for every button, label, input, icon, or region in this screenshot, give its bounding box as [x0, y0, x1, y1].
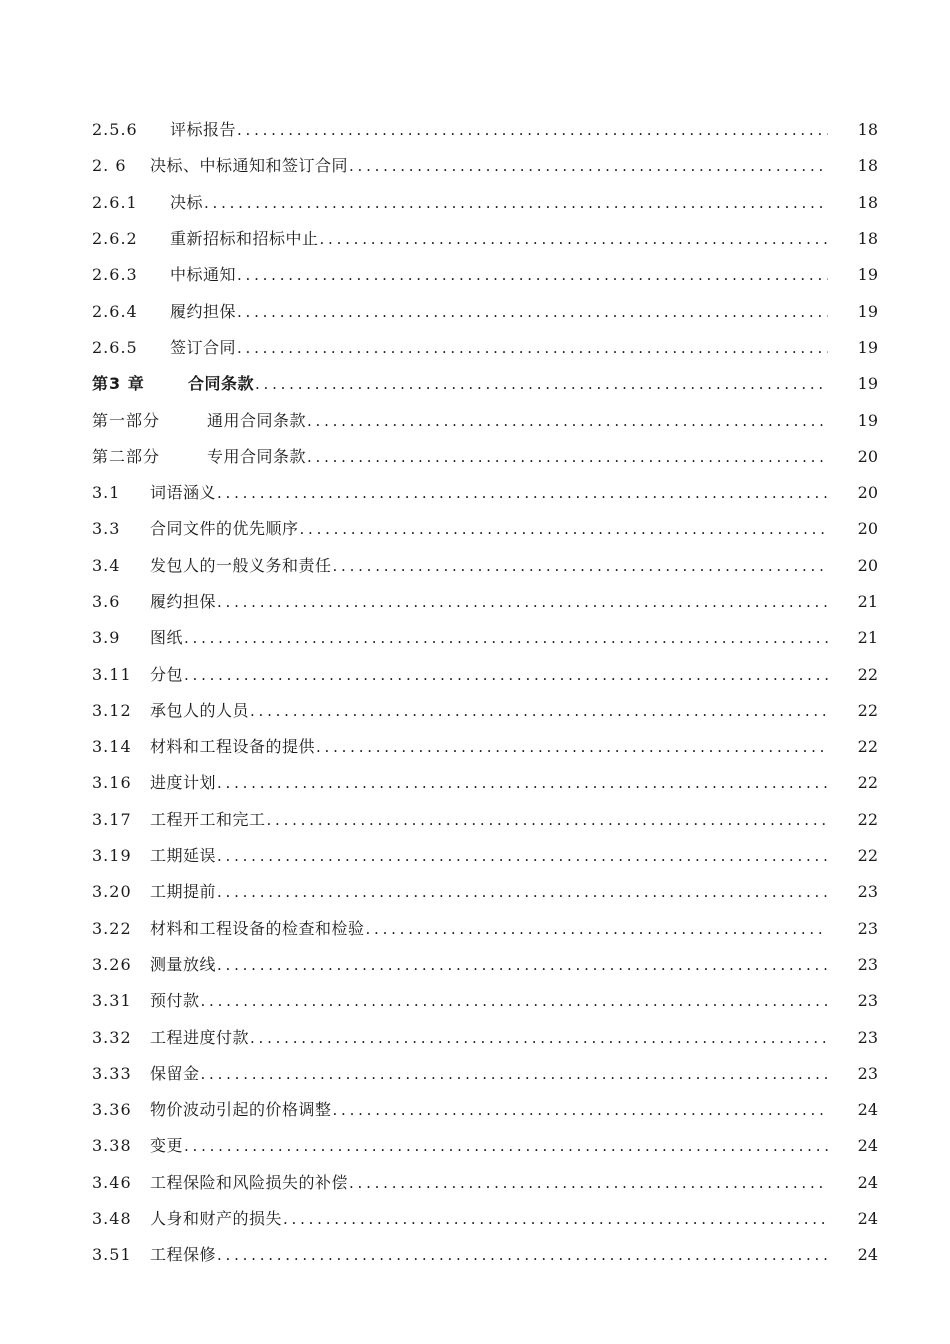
toc-page-number: 18 — [857, 120, 878, 140]
toc-entry-number: 3.11 — [92, 664, 132, 684]
toc-page-number: 22 — [857, 773, 878, 793]
toc-entry-number: 3.26 — [92, 954, 132, 974]
toc-entry[interactable] — [92, 148, 878, 184]
toc-entry[interactable] — [92, 257, 878, 293]
toc-entry[interactable] — [92, 874, 878, 910]
toc-entry-title: 工期提前 — [150, 882, 217, 902]
toc-entry[interactable] — [92, 620, 878, 656]
toc-entry[interactable] — [92, 548, 878, 584]
toc-entry[interactable] — [92, 584, 878, 620]
toc-entry-title: 预付款 — [150, 991, 200, 1011]
toc-dot-leader — [204, 193, 828, 213]
toc-entry[interactable] — [92, 1092, 878, 1128]
toc-dot-leader — [217, 882, 828, 902]
toc-dot-leader — [349, 1173, 828, 1193]
toc-entry[interactable] — [92, 656, 878, 692]
toc-dot-leader — [333, 556, 828, 576]
toc-page-number: 18 — [857, 156, 878, 176]
toc-entry-title: 进度计划 — [150, 773, 217, 793]
toc-entry[interactable] — [92, 185, 878, 221]
toc-dot-leader — [184, 628, 828, 648]
toc-page-number: 20 — [857, 446, 878, 466]
toc-entry-title: 工程开工和完工 — [150, 809, 266, 829]
toc-dot-leader — [217, 955, 828, 975]
toc-entry[interactable] — [92, 983, 878, 1019]
toc-entry-title: 决标 — [170, 192, 204, 212]
toc-entry[interactable] — [92, 1237, 878, 1273]
toc-entry-number: 2.6.2 — [92, 229, 138, 249]
toc-entry-number: 3.31 — [92, 991, 132, 1011]
toc-dot-leader — [333, 1100, 828, 1120]
toc-page-number: 20 — [857, 519, 878, 539]
toc-page-number: 19 — [857, 265, 878, 285]
toc-page-number: 23 — [857, 882, 878, 902]
toc-entry[interactable] — [92, 1201, 878, 1237]
toc-entry-title: 通用合同条款 — [207, 410, 307, 430]
toc-entry-number: 第一部分 — [92, 410, 161, 430]
toc-entry-number: 3.22 — [92, 918, 132, 938]
toc-entry-title: 保留金 — [150, 1063, 200, 1083]
toc-dot-leader — [217, 846, 828, 866]
toc-dot-leader — [349, 156, 828, 176]
toc-entry-title: 工程保修 — [150, 1245, 217, 1265]
toc-entry[interactable] — [92, 293, 878, 329]
toc-dot-leader — [184, 1136, 828, 1156]
toc-page-number: 24 — [857, 1100, 878, 1120]
toc-entry-title: 图纸 — [150, 628, 184, 648]
toc-dot-leader — [237, 265, 828, 285]
toc-page-number: 23 — [857, 1027, 878, 1047]
toc-entry-title: 物价波动引起的价格调整 — [150, 1100, 332, 1120]
toc-entry-title: 专用合同条款 — [207, 446, 307, 466]
toc-page-number: 21 — [857, 592, 878, 611]
toc-dot-leader — [320, 229, 828, 249]
toc-dot-leader — [237, 120, 828, 140]
toc-entry-number: 3.9 — [92, 628, 121, 648]
toc-entry[interactable] — [92, 911, 878, 947]
toc-entry-number: 3.19 — [92, 846, 132, 866]
toc-entry-number: 3.33 — [92, 1063, 132, 1083]
toc-entry-number: 3.16 — [92, 773, 132, 793]
toc-page-number: 23 — [857, 954, 878, 974]
toc-page-number: 23 — [857, 1063, 878, 1083]
toc-entry-title: 评标报告 — [170, 120, 237, 140]
toc-dot-leader — [307, 447, 828, 467]
toc-entry[interactable] — [92, 330, 878, 366]
toc-entry-number: 3.6 — [92, 592, 121, 611]
toc-entry-title: 材料和工程设备的检查和检验 — [150, 918, 365, 938]
toc-entry-title: 合同文件的优先顺序 — [150, 519, 299, 539]
toc-entry-number: 3.51 — [92, 1245, 132, 1265]
toc-entry-number: 3.1 — [92, 483, 121, 503]
toc-entry-number: 2.6.3 — [92, 265, 138, 285]
toc-entry-title: 变更 — [150, 1136, 184, 1156]
toc-dot-leader — [267, 810, 828, 830]
toc-page-number: 22 — [857, 737, 878, 757]
toc-entry-title: 工程进度付款 — [150, 1027, 250, 1047]
toc-entry-title: 合同条款 — [188, 374, 255, 394]
toc-entry-title: 重新招标和招标中止 — [170, 229, 319, 249]
toc-entry[interactable] — [92, 439, 878, 475]
toc-dot-leader — [217, 592, 828, 612]
toc-entry-number: 第二部分 — [92, 446, 161, 466]
toc-dot-leader — [366, 919, 828, 939]
toc-entry-title: 工期延误 — [150, 846, 217, 866]
toc-entry-title: 承包人的人员 — [150, 700, 250, 720]
toc-entry-title: 发包人的一般义务和责任 — [150, 555, 332, 575]
toc-page-number: 21 — [857, 628, 878, 648]
toc-entry-number: 第3 章 — [92, 374, 145, 394]
toc-entry-title: 履约担保 — [150, 592, 217, 611]
toc-page-number: 22 — [857, 809, 878, 829]
toc-entry[interactable] — [92, 693, 878, 729]
toc-entry[interactable] — [92, 947, 878, 983]
toc-dot-leader — [250, 1028, 828, 1048]
toc-page-number: 18 — [857, 192, 878, 212]
toc-entry-number: 2.6.5 — [92, 337, 138, 357]
toc-dot-leader — [217, 483, 828, 503]
toc-dot-leader — [237, 338, 828, 358]
toc-dot-leader — [300, 519, 828, 539]
toc-dot-leader — [201, 1064, 828, 1084]
table-of-contents — [92, 112, 878, 1274]
toc-page-number: 19 — [857, 337, 878, 357]
toc-entry-number: 3.32 — [92, 1027, 132, 1047]
toc-page-number: 22 — [857, 700, 878, 720]
toc-entry-number: 3.14 — [92, 737, 132, 757]
toc-entry-number: 3.36 — [92, 1100, 132, 1120]
toc-entry-title: 工程保险和风险损失的补偿 — [150, 1172, 349, 1192]
toc-page-number: 22 — [857, 846, 878, 866]
toc-entry-number: 3.46 — [92, 1172, 132, 1192]
toc-page-number: 23 — [857, 991, 878, 1011]
toc-entry-title: 人身和财产的损失 — [150, 1209, 283, 1229]
toc-entry[interactable] — [92, 802, 878, 838]
toc-dot-leader — [283, 1209, 828, 1229]
toc-dot-leader — [316, 737, 828, 757]
toc-entry-number: 3.17 — [92, 809, 132, 829]
toc-entry[interactable] — [92, 221, 878, 257]
toc-page-number: 24 — [857, 1172, 878, 1192]
toc-page-number: 18 — [857, 229, 878, 249]
toc-entry[interactable] — [92, 1165, 878, 1201]
toc-entry-title: 测量放线 — [150, 954, 217, 974]
toc-entry-title: 分包 — [150, 664, 184, 684]
toc-entry[interactable] — [92, 1128, 878, 1164]
toc-entry-title: 签订合同 — [170, 337, 237, 357]
toc-entry[interactable] — [92, 838, 878, 874]
toc-page-number: 24 — [857, 1245, 878, 1265]
toc-entry-title: 决标、中标通知和签订合同 — [150, 156, 349, 176]
toc-entry[interactable] — [92, 402, 878, 438]
toc-entry-number: 2.6.4 — [92, 301, 138, 321]
toc-page-number: 19 — [857, 410, 878, 430]
toc-entry-number: 2. 6 — [92, 156, 127, 176]
toc-entry[interactable] — [92, 1019, 878, 1055]
toc-entry[interactable] — [92, 475, 878, 511]
toc-entry-number: 3.48 — [92, 1209, 132, 1229]
toc-entry-title: 中标通知 — [170, 265, 237, 285]
toc-entry[interactable] — [92, 511, 878, 547]
toc-entry-number: 2.5.6 — [92, 120, 138, 140]
toc-entry[interactable] — [92, 112, 878, 148]
toc-entry-number: 3.20 — [92, 882, 132, 902]
toc-dot-leader — [184, 665, 828, 685]
toc-entry[interactable] — [92, 729, 878, 765]
toc-page-number: 19 — [857, 374, 878, 394]
toc-entry-title: 履约担保 — [170, 301, 237, 321]
toc-page-number: 23 — [857, 918, 878, 938]
toc-entry[interactable] — [92, 765, 878, 801]
toc-page-number: 24 — [857, 1136, 878, 1156]
toc-page-number: 19 — [857, 301, 878, 321]
toc-dot-leader — [217, 1245, 828, 1265]
toc-dot-leader — [307, 411, 828, 431]
toc-chapter-entry[interactable] — [92, 366, 878, 402]
toc-entry-title: 词语涵义 — [150, 483, 217, 503]
toc-page-number: 22 — [857, 664, 878, 684]
toc-entry-number: 3.12 — [92, 700, 132, 720]
toc-dot-leader — [255, 374, 828, 394]
toc-page-number: 24 — [857, 1209, 878, 1229]
toc-entry-number: 3.38 — [92, 1136, 132, 1156]
toc-dot-leader — [201, 991, 828, 1011]
toc-entry-number: 3.4 — [92, 555, 121, 575]
toc-dot-leader — [217, 773, 828, 793]
toc-entry-title: 材料和工程设备的提供 — [150, 737, 316, 757]
toc-page-number: 20 — [857, 483, 878, 503]
toc-entry-number: 2.6.1 — [92, 192, 138, 212]
toc-page-number: 20 — [857, 555, 878, 575]
toc-entry-number: 3.3 — [92, 519, 121, 539]
toc-dot-leader — [250, 701, 828, 721]
toc-entry[interactable] — [92, 1056, 878, 1092]
toc-dot-leader — [237, 302, 828, 322]
